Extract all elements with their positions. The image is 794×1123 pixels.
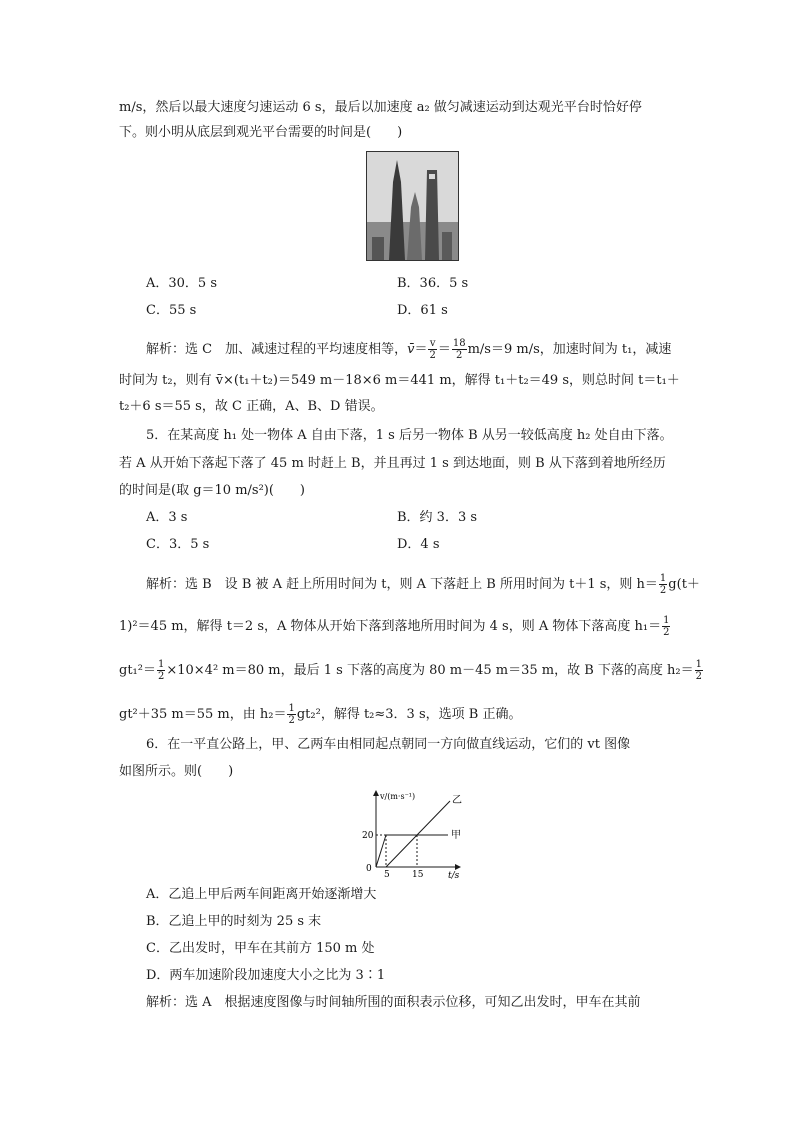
q5-solution-text-4a: gt²＋35 m＝55 m，由 h₂＝ [119, 707, 287, 722]
q6-option-c: C．乙出发时，甲车在其前方 150 m 处 [146, 941, 375, 956]
q4-solution-line-3: t₂＋6 s＝55 s，故 C 正确，A、B、D 错误。 [119, 399, 384, 414]
q5-stem-line-1: 5．在某高度 h₁ 处一物体 A 自由下落，1 s 后另一物体 B 从另一较低高度 h₂ 处自由下落。 [146, 428, 673, 443]
q5-solution-text-1-end: g(t＋ [668, 577, 700, 592]
vt-graph [358, 787, 468, 879]
q5-solution-line-1 [146, 573, 700, 596]
q5-solution-line-2 [119, 615, 671, 638]
q5-solution-text-3a: gt₁²＝ [119, 663, 156, 678]
q4-option-c: C．55 s [146, 303, 197, 318]
x-axis-arrow [455, 864, 461, 870]
q6-stem-line-2: 如图所示。则( ) [119, 764, 234, 779]
q4-stem-line-2: 下。则小明从底层到观光平台需要的时间是( ) [119, 125, 403, 140]
fraction-v-over-2: $\frac{v}{2}$ [429, 338, 436, 361]
q5-option-c: C．3．5 s [146, 537, 210, 552]
q6-option-a: A．乙追上甲后两车间距离开始逐渐增大 [146, 887, 377, 902]
fraction-one-half: $\frac{1}{2}$ [663, 615, 670, 638]
q5-solution-line-3 [119, 659, 704, 682]
q6-option-d: D．两车加速阶段加速度大小之比为 3∶1 [146, 968, 386, 983]
q5-solution-line-4 [119, 703, 521, 726]
fraction-18-over-2: $\frac{18}{2}$ [452, 338, 466, 361]
q5-option-d: D．4 s [397, 537, 440, 552]
q4-option-d: D．61 s [397, 303, 448, 318]
y-tick-20: 20 [362, 831, 374, 841]
fraction-one-half: $\frac{1}{2}$ [288, 703, 295, 726]
label-yi: 乙 [452, 795, 462, 806]
x-axis-label: t/s [448, 871, 460, 879]
fraction-one-half: $\frac{1}{2}$ [695, 659, 703, 682]
q4-solution-line-1: 解析：选 C 加、减速过程的平均速度相等，v̄＝ $\frac{v}{2}$ ＝ $\frac{18}{2}$ m/s＝9 m/s，加速时间为 t₁，减速 [146, 338, 672, 361]
q6-option-b: B．乙追上甲的时刻为 25 s 末 [146, 914, 322, 929]
q6-solution-line-1: 解析：选 A 根据速度图像与时间轴所围的面积表示位移，可知乙出发时，甲车在其前 [146, 995, 641, 1010]
fraction-one-half: $\frac{1}{2}$ [659, 573, 667, 596]
q5-stem-line-3: 的时间是(取 g＝10 m/s²)( ) [119, 483, 306, 498]
q4-solution-text-a: 解析：选 C 加、减速过程的平均速度相等， [146, 342, 408, 357]
x-tick-15: 15 [412, 870, 424, 879]
q5-solution-text-4b: gt₂²，解得 t₂≈3．3 s，选项 B 正确。 [296, 707, 522, 722]
q5-stem-line-2: 若 A 从开始下落起下落了 45 m 时赶上 B，并且再过 1 s 到达地面，则 B 从下落到着地所经历 [119, 456, 666, 471]
jia-accel-line [376, 835, 386, 867]
yi-line [386, 801, 450, 867]
q5-solution-text-3b: ×10×4² m＝80 m，最后 1 s 下落的高度为 80 m－45 m＝35 m，故 B 下落的高度 h₂＝ [166, 663, 694, 678]
q5-solution-text-1: 解析：选 B 设 B 被 A 赶上所用时间为 t，则 A 下落赶上 B 所用时间为 t＋1 s，则 h＝ [146, 577, 658, 592]
fraction-one-half: $\frac{1}{2}$ [157, 659, 165, 682]
q4-stem-line-1: m/s，然后以最大速度匀速运动 6 s，最后以加速度 a₂ 做匀减速运动到达观光平台时恰好停 [119, 100, 642, 115]
y-axis-label: v/(m·s⁻¹) [380, 792, 416, 801]
shanghai-towers-photo [366, 151, 459, 261]
label-jia: 甲 [451, 830, 461, 841]
y-axis-arrow [373, 790, 379, 796]
q4-solution-text-b: m/s＝9 m/s，加速时间为 t₁，减速 [467, 342, 672, 357]
q4-option-b: B．36．5 s [397, 276, 469, 291]
origin-tick: 0 [366, 864, 372, 874]
q5-solution-text-2: 1)²＝45 m，解得 t＝2 s，A 物体从开始下落到落地所用时间为 4 s，则 A 物体下落高度 h₁＝ [119, 619, 662, 634]
q4-solution-line-2: 时间为 t₂，则有 v̄×(t₁＋t₂)＝549 m－18×6 m＝441 m，解得 t₁＋t₂＝49 s，则总时间 t＝t₁＋ [119, 373, 680, 388]
q4-option-a: A．30．5 s [146, 276, 218, 291]
q6-stem-line-1: 6．在一平直公路上，甲、乙两车由相同起点朝同一方向做直线运动，它们的 vt 图像 [146, 737, 631, 752]
q5-option-a: A．3 s [146, 510, 188, 525]
q5-option-b: B．约 3．3 s [397, 510, 478, 525]
x-tick-5: 5 [384, 870, 390, 879]
